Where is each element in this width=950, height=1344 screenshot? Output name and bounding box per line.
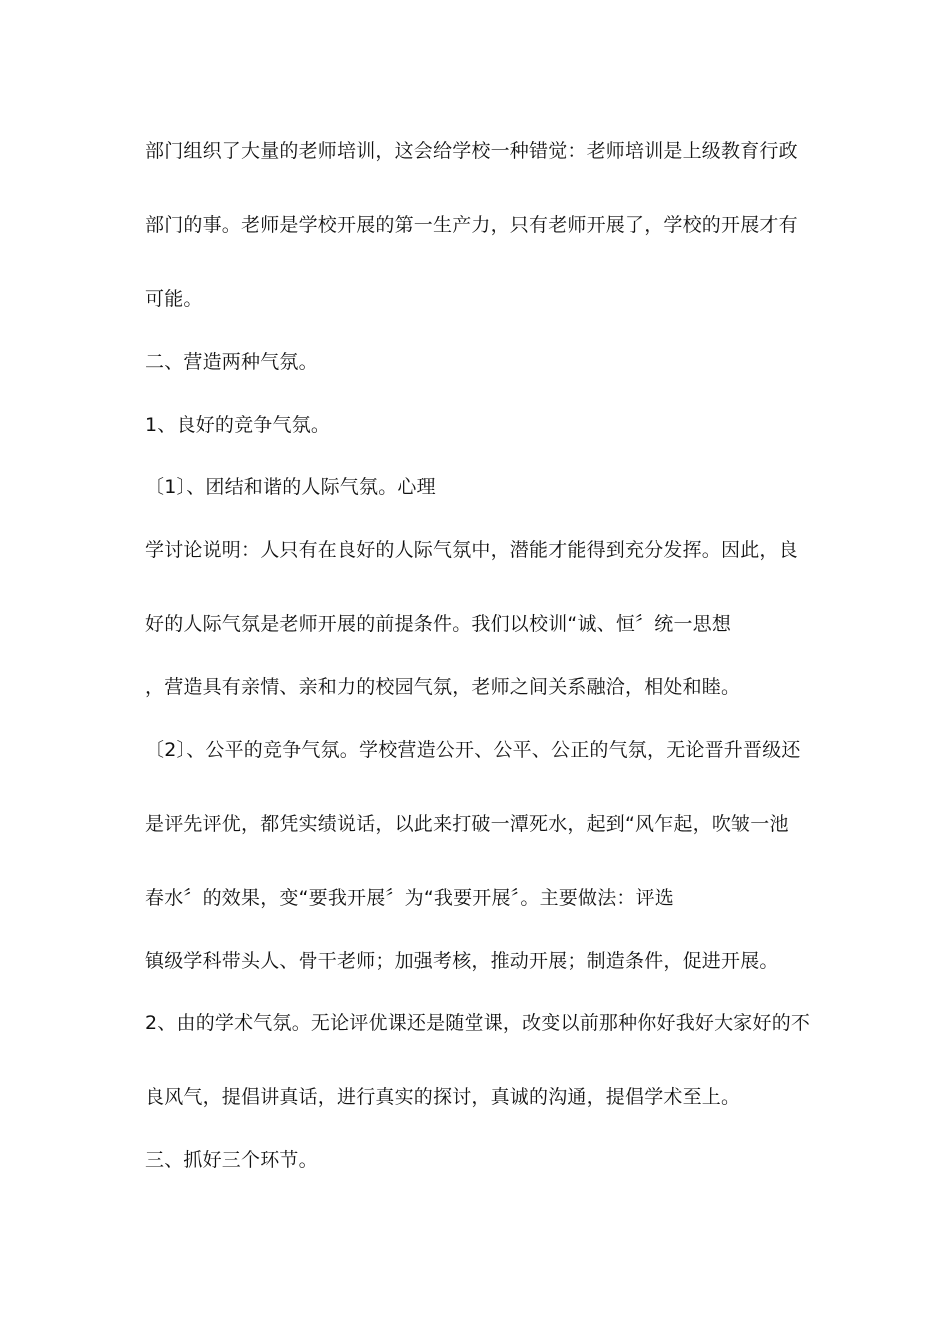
text-line: 可能。: [145, 288, 203, 310]
text-line: ，营造具有亲情、亲和力的校园气氛，老师之间关系融洽，相处和睦。: [145, 676, 741, 698]
text-line: 部门组织了大量的老师培训，这会给学校一种错觉：老师培训是上级教育行政: [145, 140, 798, 162]
text-line: 〔2〕、公平的竞争气氛。学校营造公开、公平、公正的气氛，无论晋升晋级还: [145, 739, 801, 761]
text-line: 〔1〕、团结和谐的人际气氛。心理: [145, 476, 436, 498]
subsection-heading: 2、由的学术气氛。无论评优课还是随堂课，改变以前那种你好我好大家好的不: [145, 1012, 811, 1034]
text-line: 春水〞的效果，变“要我开展〞为“我要开展〞。主要做法：评选: [145, 887, 674, 909]
text-line: 好的人际气氛是老师开展的前提条件。我们以校训“诚、恒〞统一思想: [145, 613, 732, 635]
text-line: 部门的事。老师是学校开展的第一生产力，只有老师开展了，学校的开展才有: [145, 214, 798, 236]
text-line: 良风气，提倡讲真话，进行真实的探讨，真诚的沟通，提倡学术至上。: [145, 1086, 741, 1108]
subsection-heading: 1、良好的竞争气氛。: [145, 414, 331, 436]
section-heading: 二、营造两种气氛。: [145, 351, 318, 373]
text-line: 学讨论说明：人只有在良好的人际气氛中，潜能才能得到充分发挥。因此，良: [145, 539, 798, 561]
text-line: 是评先评优，都凭实绩说话，以此来打破一潭死水，起到“风乍起，吹皱一池: [145, 813, 789, 835]
section-heading: 三、抓好三个环节。: [145, 1149, 318, 1171]
text-line: 镇级学科带头人、骨干老师；加强考核，推动开展；制造条件，促进开展。: [145, 950, 779, 972]
